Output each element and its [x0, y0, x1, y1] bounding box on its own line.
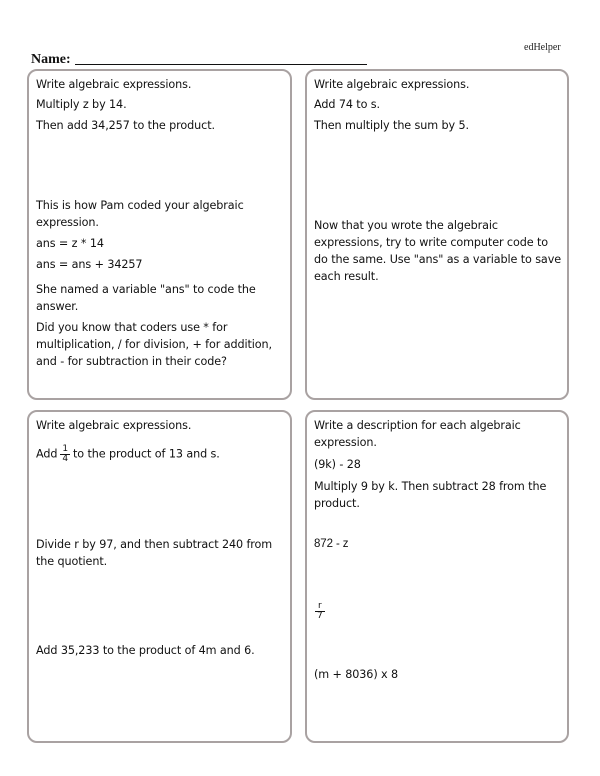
expression-4: (m + 8036) x 8: [314, 668, 399, 681]
note-text: She named a variable "ans" to code the answer.: [36, 283, 256, 313]
expression-3: [314, 602, 561, 621]
problem-line: Then multiply the sum by 5.: [314, 119, 469, 132]
question-2: Divide r by 97, and then subtract 240 from the quotient.: [36, 538, 273, 568]
problem-line: Then add 34,257 to the product.: [36, 119, 215, 132]
brand-label: edHelper: [524, 42, 561, 53]
question-1-suffix: to the product of 13 and s.: [73, 447, 220, 461]
problem-box-3: [27, 410, 292, 743]
problem-box-4: [305, 410, 569, 743]
question-3: Add 35,233 to the product of 4m and 6.: [36, 644, 255, 657]
box-title: Write a description for each algebraic expression.: [314, 419, 521, 449]
fraction-denominator: 7: [317, 611, 323, 621]
code-intro: This is how Pam coded your algebraic expression.: [36, 199, 244, 229]
code-line: ans = z * 14: [36, 237, 104, 250]
problem-line: Multiply z by 14.: [36, 98, 127, 111]
box-title: Write algebraic expressions.: [36, 78, 192, 91]
example-expression: (9k) - 28: [314, 458, 361, 471]
name-label: Name:: [31, 52, 71, 67]
name-field-line[interactable]: [75, 64, 367, 65]
problem-line: Add 74 to s.: [314, 98, 380, 111]
fraction: [315, 602, 325, 621]
fraction: [60, 445, 70, 464]
fraction-numerator: r: [315, 602, 325, 612]
problem-box-1: [27, 69, 292, 400]
code-line: ans = ans + 34257: [36, 258, 143, 271]
note-text: Did you know that coders use * for multiplication, / for division, + for addition, and - for subtraction in their code?: [36, 321, 272, 368]
problem-box-2: [305, 69, 569, 400]
fraction-denominator: 4: [62, 454, 68, 464]
question-1-prefix: Add: [36, 447, 58, 461]
fraction-numerator: 1: [62, 444, 68, 454]
question-1: [36, 445, 284, 464]
example-description: Multiply 9 by k. Then subtract 28 from the product.: [314, 480, 547, 510]
instruction-text: Now that you wrote the algebraic expressions, try to write computer code to do the same. Use "ans" as a variable to save each result.: [314, 219, 561, 283]
box-title: Write algebraic expressions.: [36, 419, 192, 432]
box-title: Write algebraic expressions.: [314, 78, 470, 91]
expression-2: 872 - z: [314, 538, 349, 550]
